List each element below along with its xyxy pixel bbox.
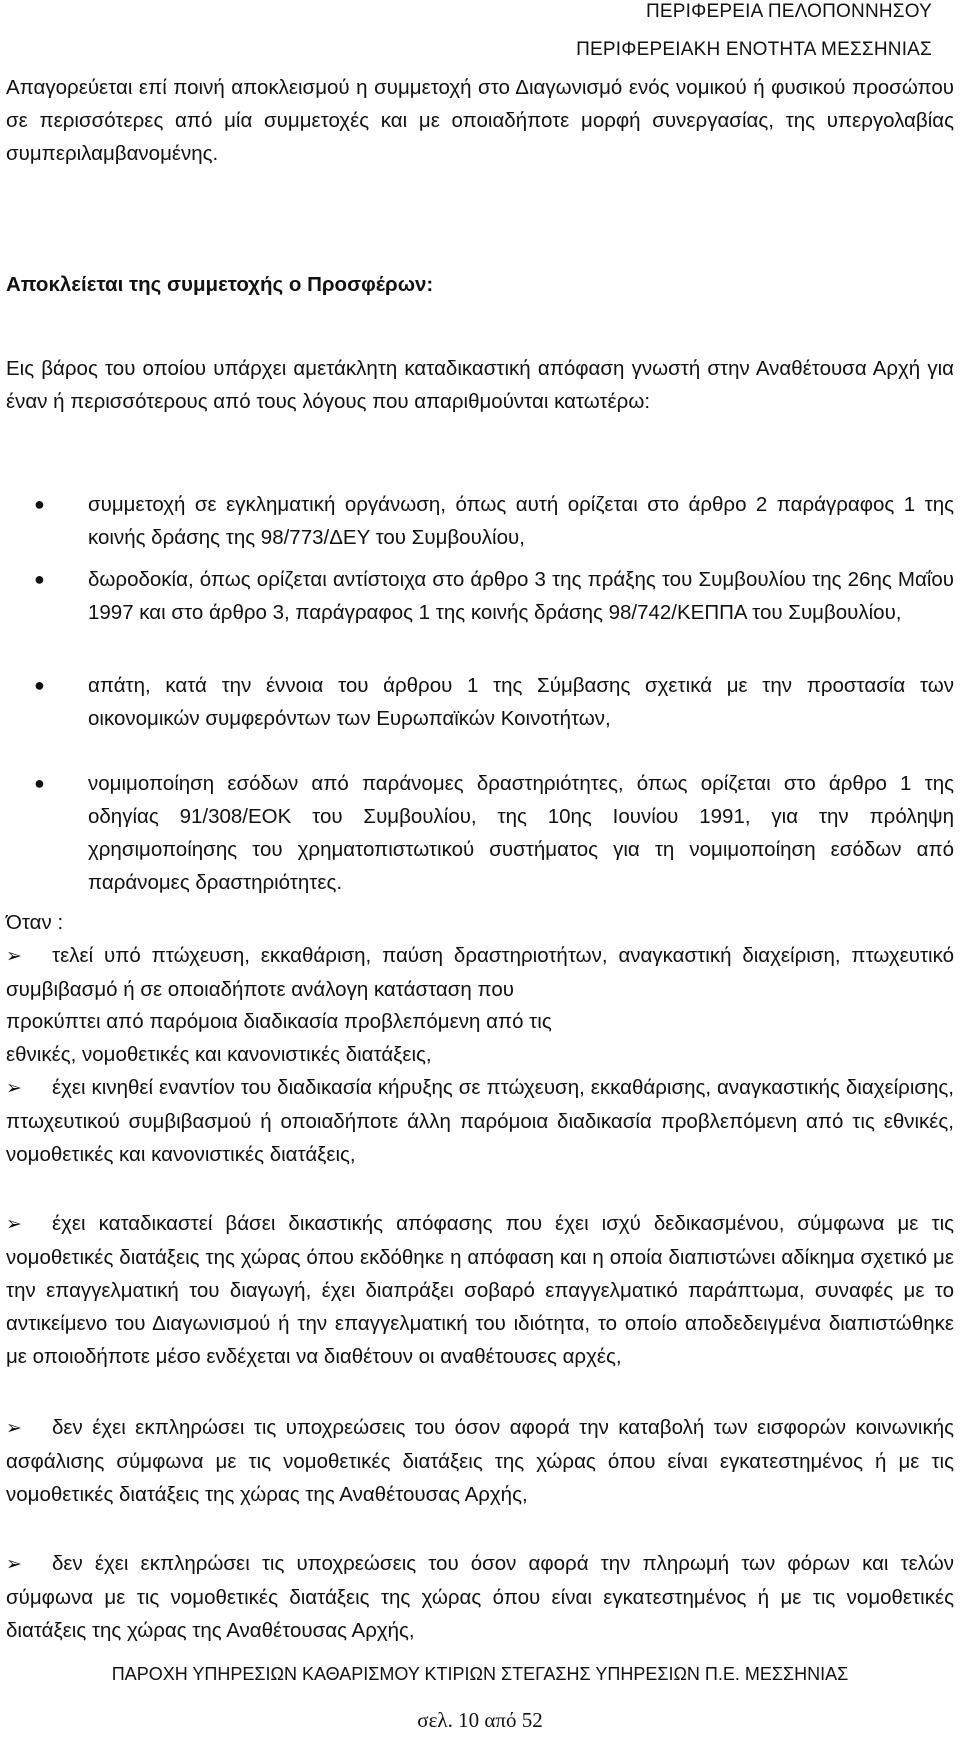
list-item — [6, 1547, 954, 1647]
conviction-paragraph: Εις βάρος του οποίου υπάρχει αμετάκλητη καταδικαστική απόφαση γνωστή στην Αναθέτουσα Αρχή για έναν ή περισσότερους από τους λόγους που απαριθμούνται κατωτέρω: — [6, 357, 954, 413]
intro-paragraph: Απαγορεύεται επί ποινή αποκλεισμού η συμμετοχή στο Διαγωνισμό ενός νομικού ή φυσικού προσώπου σε περισσότερες από μία συμμετοχές και με οποιαδήποτε μορφή συνεργασίας, της υπεργολαβίας συμπεριλαμβανομένης. — [6, 76, 954, 165]
list-item — [4, 563, 954, 629]
bullet-icon: ● — [34, 675, 45, 695]
list-item-text: έχει καταδικαστεί βάσει δικαστικής απόφασης που έχει ισχύ δεδικασμένου, σύμφωνα με τις νομοθετικές διατάξεις της χώρας όπου εκδόθηκε η απόφαση και η οποία διαπιστώνει αδίκημα σχετικό με την επαγγελματική του διαγωγή, έχει διαπράξει σοβαρό επαγγελματικό παράπτωμα, συναφές με το αντικείμενο του Διαγωνισμού ή την επαγγελματική του ιδιότητα, το οποίο αποδεδειγμένα διαπιστώθηκε με οποιοδήποτε μέσο ενδέχεται να διαθέτουν οι αναθέτουσες αρχές, — [6, 1212, 954, 1368]
list-item-text: νομιμοποίηση εσόδων από παράνομες δραστηριότητες, όπως ορίζεται στο άρθρο 1 της οδηγίας 91/308/ΕΟΚ του Συμβουλίου, της 10ης Ιουνίου 1991, για την πρόληψη χρησιμοποίησης του χρηματοπιστωτικού συστήματος για τη νομιμοποίηση εσόδων από παράνομες δραστηριότητες. — [88, 772, 954, 894]
header-unit: ΠΕΡΙΦΕΡΕΙΑΚΗ ΕΝΟΤΗΤΑ ΜΕΣΣΗΝΙΑΣ — [576, 39, 932, 60]
header-region: ΠΕΡΙΦΕΡΕΙΑ ΠΕΛΟΠΟΝΝΗΣΟΥ — [645, 1, 932, 22]
list-item — [4, 669, 954, 735]
page-number: σελ. 10 από 52 — [417, 1708, 543, 1732]
list-item-text: δωροδοκία, όπως ορίζεται αντίστοιχα στο άρθρο 3 της πράξης του Συμβουλίου της 26ης Μαΐου 1997 και στο άρθρο 3, παράγραφος 1 της κοινής δράσης 98/742/ΚΕΠΠΑ του Συμβουλίου, — [88, 568, 954, 624]
arrow-bullet-icon: ➢ — [6, 946, 22, 967]
bullet-icon: ● — [34, 773, 45, 793]
list-item-text: τελεί υπό πτώχευση, εκκαθάριση, παύση δραστηριοτήτων, αναγκαστική διαχείριση, πτωχευτικό συμβιβασμό ή σε οποιαδήποτε ανάλογη κατάσταση που — [6, 944, 954, 1001]
list-item-text: έχει κινηθεί εναντίον του διαδικασία κήρυξης σε πτώχευση, εκκαθάρισης, αναγκαστικής διαχείρισης, πτωχευτικού συμβιβασμού ή οποιαδήποτε άλλη παρόμοια διαδικασία προβλεπόμενη από τις εθνικές, νομοθετικές και κανονιστικές διατάξεις, — [6, 1076, 954, 1166]
list-item — [6, 1071, 954, 1171]
list-item-text: απάτη, κατά την έννοια του άρθρου 1 της Σύμβασης σχετικά με την προστασία των οικονομικών συμφερόντων των Ευρωπαϊκών Κοινοτήτων, — [88, 674, 954, 730]
list-item — [6, 1207, 954, 1373]
list-item — [6, 939, 954, 1006]
list-item-text: συμμετοχή σε εγκληματική οργάνωση, όπως αυτή ορίζεται στο άρθρο 2 παράγραφος 1 της κοινής δράσης της 98/773/ΔΕΥ του Συμβουλίου, — [88, 493, 954, 549]
section-heading: Αποκλείεται της συμμετοχής ο Προσφέρων: — [6, 273, 434, 296]
arrow-bullet-icon: ➢ — [6, 1078, 22, 1099]
list-item-continuation: προκύπτει από παρόμοια διαδικασία προβλεπόμενη από τις — [6, 1010, 552, 1033]
list-item — [6, 1411, 954, 1511]
list-item-text: δεν έχει εκπληρώσει τις υποχρεώσεις του όσον αφορά την καταβολή των εισφορών κοινωνικής ασφάλισης σύμφωνα με τις νομοθετικές διατάξεις της χώρας όπου είναι εγκατεστημένος ή με τις νομοθετικές διατάξεις της χώρας της Αναθέτουσας Αρχής, — [6, 1416, 954, 1506]
otan-label: Όταν : — [6, 911, 64, 934]
list-item-text: δεν έχει εκπληρώσει τις υποχρεώσεις του όσον αφορά την πληρωμή των φόρων και τελών σύμφωνα με τις νομοθετικές διατάξεις της χώρας όπου είναι εγκατεστημένος ή με τις νομοθετικές διατάξεις της χώρας της Αναθέτουσας Αρχής, — [6, 1552, 954, 1642]
list-item — [4, 767, 954, 899]
arrow-bullet-icon: ➢ — [6, 1418, 22, 1439]
footer-title: ΠΑΡΟΧΗ ΥΠΗΡΕΣΙΩΝ ΚΑΘΑΡΙΣΜΟΥ ΚΤΙΡΙΩΝ ΣΤΕΓΑΣΗΣ ΥΠΗΡΕΣΙΩΝ Π.Ε. ΜΕΣΣΗΝΙΑΣ — [111, 1664, 849, 1684]
bullet-icon: ● — [34, 494, 45, 514]
bullet-icon: ● — [34, 569, 45, 589]
list-item-continuation: εθνικές, νομοθετικές και κανονιστικές διατάξεις, — [6, 1043, 432, 1066]
arrow-bullet-icon: ➢ — [6, 1554, 22, 1575]
list-item — [4, 488, 954, 554]
arrow-bullet-icon: ➢ — [6, 1214, 22, 1235]
